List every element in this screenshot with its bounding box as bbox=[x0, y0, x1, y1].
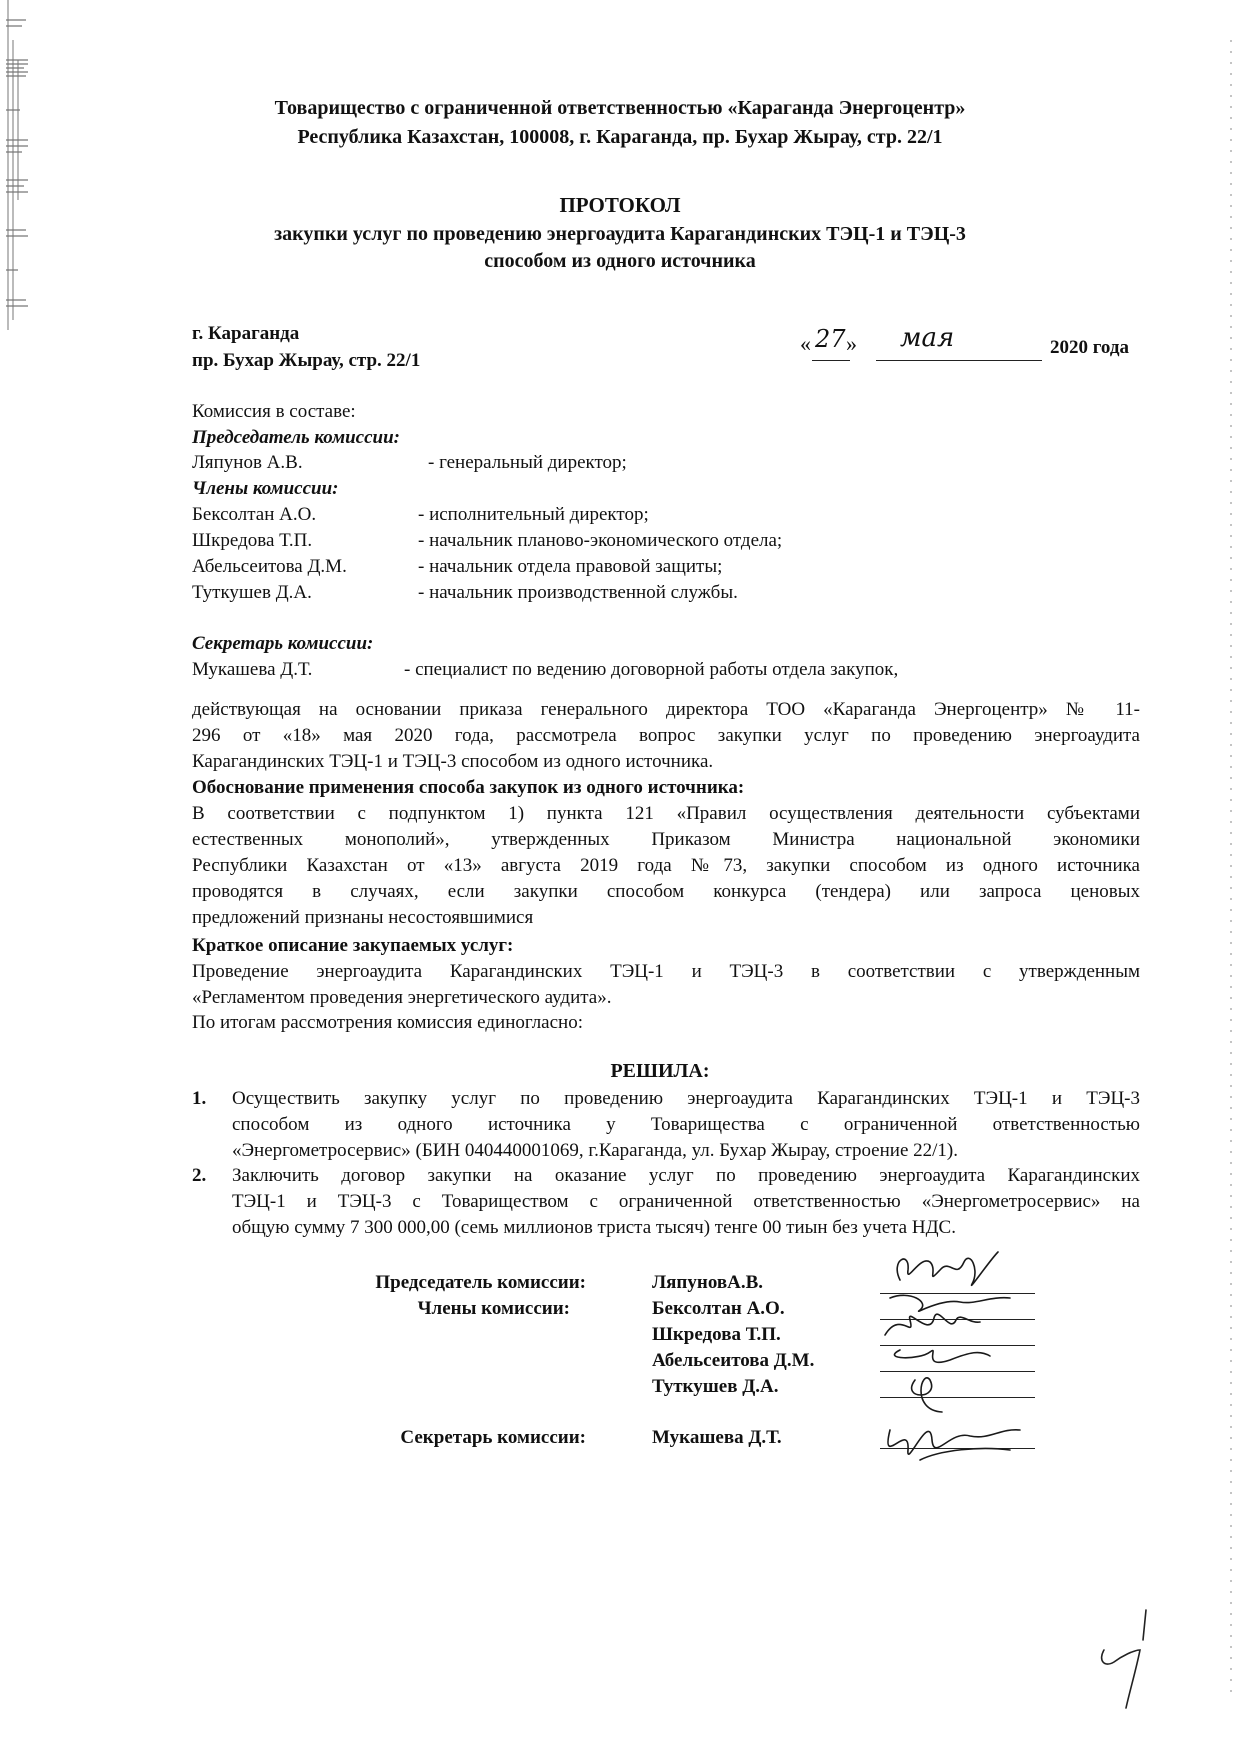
chair-name: Ляпунов А.В. bbox=[192, 452, 303, 473]
paragraph-line: В соответствии с подпунктом 1) пункта 121 «Правил осуществления деятельности субъектами bbox=[192, 803, 1140, 824]
paragraph-line: действующая на основании приказа генерального директора ТОО «Караганда Энергоцентр» № 11- bbox=[192, 699, 1140, 720]
date-month-handwritten: мая bbox=[900, 323, 955, 353]
date-close-quote: » bbox=[846, 331, 857, 356]
description-heading: Краткое описание закупаемых услуг: bbox=[192, 935, 514, 956]
paragraph-line: 296 от «18» мая 2020 года, рассмотрела вопрос закупки услуг по проведению энергоаудита bbox=[192, 725, 1140, 746]
decision-item bbox=[192, 1163, 1140, 1243]
signature-member-stroke bbox=[890, 1295, 1010, 1311]
document-subtitle-line-1: закупки услуг по проведению энергоаудита Карагандинских ТЭЦ-1 и ТЭЦ-3 bbox=[274, 223, 966, 245]
date-open-quote: « bbox=[800, 331, 811, 356]
page-mark-text bbox=[1092, 1650, 1093, 1674]
date-year: 2020 года bbox=[1050, 337, 1129, 358]
paragraph-line: Карагандинских ТЭЦ-1 и ТЭЦ-3 способом из одного источника. bbox=[192, 751, 714, 772]
member-name: Бексолтан А.О. bbox=[192, 504, 317, 525]
paragraph-basis bbox=[192, 697, 1140, 775]
decision-item-line: способом из одного источника у Товарищества с ограниченной ответственностью bbox=[232, 1114, 1140, 1135]
decision-item bbox=[192, 1086, 1140, 1166]
paragraph-line: предложений признаны несостоявшимися bbox=[192, 907, 534, 928]
decision-item-text bbox=[232, 1086, 1140, 1164]
date-day-underline bbox=[812, 360, 850, 361]
date-day-handwritten: 27 bbox=[815, 325, 846, 353]
paragraph-line: «Регламентом проведения энергетического аудита». bbox=[192, 987, 612, 1008]
document-title: ПРОТОКОЛ bbox=[559, 193, 681, 217]
org-name: Товарищество с ограниченной ответственностью «Караганда Энергоцентр» bbox=[274, 97, 966, 119]
decision-item-number: 1. bbox=[192, 1088, 207, 1109]
paragraph-verdict-intro: По итогам рассмотрения комиссия единогласно: bbox=[192, 1012, 583, 1033]
chair-role: - генеральный директор; bbox=[428, 452, 627, 473]
signature-chair-stroke bbox=[897, 1252, 998, 1285]
document-subtitle-line-2: способом из одного источника bbox=[484, 250, 756, 272]
member-role: - начальник отдела правовой защиты; bbox=[418, 556, 723, 577]
member-role: - начальник планово-экономического отдела; bbox=[418, 530, 783, 551]
signature-member-name: Туткушев Д.А. bbox=[652, 1376, 779, 1397]
signature-member-stroke bbox=[885, 1314, 980, 1335]
decision-heading: РЕШИЛА: bbox=[610, 1060, 710, 1082]
chair-heading: Председатель комиссии: bbox=[192, 427, 400, 448]
place-street: пр. Бухар Жырау, стр. 22/1 bbox=[192, 350, 421, 371]
member-name: Шкредова Т.П. bbox=[192, 530, 313, 551]
decision-item-line: «Энергометросервис» (БИН 040440001069, г.Караганда, ул. Бухар Жырау, строение 22/1). bbox=[232, 1140, 958, 1161]
place-city: г. Караганда bbox=[192, 323, 300, 344]
signature-member-stroke bbox=[894, 1350, 990, 1362]
secretary-name: Мукашева Д.Т. bbox=[192, 659, 313, 680]
decision-item-line: ТЭЦ-1 и ТЭЦ-3 с Товариществом с ограниченной ответственностью «Энергометросервис» на bbox=[232, 1191, 1140, 1212]
secretary-heading: Секретарь комиссии: bbox=[192, 633, 374, 654]
signature-member-name: Шкредова Т.П. bbox=[652, 1324, 781, 1345]
decision-item-text bbox=[232, 1163, 1140, 1241]
signature-members-label: Члены комиссии: bbox=[417, 1298, 570, 1319]
handwritten-page-mark-icon bbox=[1096, 1610, 1156, 1710]
signature-chair-name: ЛяпуновА.В. bbox=[652, 1272, 764, 1293]
member-name: Абельсеитова Д.М. bbox=[192, 556, 347, 577]
paragraph-line: Республики Казахстан от «13» августа 2019 года №73, закупки способом из одного источника bbox=[192, 855, 1140, 876]
paragraph-line: Проведение энергоаудита Карагандинских ТЭЦ-1 и ТЭЦ-3 в соответствии с утвержденным bbox=[192, 961, 1140, 982]
date-month-underline bbox=[876, 360, 1042, 361]
decision-item-line: Осуществить закупку услуг по проведению энергоаудита Карагандинских ТЭЦ-1 и ТЭЦ-3 bbox=[232, 1088, 1140, 1109]
signature-member-stroke bbox=[912, 1378, 942, 1412]
member-role: - исполнительный директор; bbox=[418, 504, 649, 525]
paragraph-line: проводятся в случаях, если закупки способом конкурса (тендера) или запроса ценовых bbox=[192, 881, 1140, 902]
signature-secretary-name: Мукашева Д.Т. bbox=[652, 1427, 782, 1448]
handwritten-signatures bbox=[860, 1240, 1050, 1490]
signature-secretary-label: Секретарь комиссии: bbox=[400, 1427, 586, 1448]
member-role: - начальник производственной службы. bbox=[418, 582, 738, 603]
secretary-role: - специалист по ведению договорной работы отдела закупок, bbox=[404, 659, 899, 680]
decision-item-line: общую сумму 7 300 000,00 (семь миллионов триста тысяч) тенге 00 тиын без учета НДС. bbox=[232, 1217, 956, 1238]
paragraph-line: естественных монополий», утвержденных Приказом Министра национальной экономики bbox=[192, 829, 1140, 850]
members-heading: Члены комиссии: bbox=[192, 478, 339, 499]
paragraph-description bbox=[192, 959, 1140, 1011]
member-name: Туткушев Д.А. bbox=[192, 582, 312, 603]
decision-item-line: Заключить договор закупки на оказание услуг по проведению энергоаудита Карагандинских bbox=[232, 1165, 1140, 1186]
scan-edge-marks-left bbox=[4, 0, 30, 330]
decision-item-number: 2. bbox=[192, 1165, 207, 1186]
signature-chair-label: Председатель комиссии: bbox=[375, 1272, 586, 1293]
signature-secretary-stroke bbox=[920, 1448, 1010, 1460]
org-address: Республика Казахстан, 100008, г. Караганда, пр. Бухар Жырау, стр. 22/1 bbox=[297, 126, 943, 148]
signature-member-name: Абельсеитова Д.М. bbox=[652, 1350, 815, 1371]
signature-member-name: Бексолтан А.О. bbox=[652, 1298, 785, 1319]
commission-intro: Комиссия в составе: bbox=[192, 401, 356, 422]
justification-heading: Обоснование применения способа закупок из одного источника: bbox=[192, 777, 745, 798]
paragraph-justification bbox=[192, 801, 1140, 931]
